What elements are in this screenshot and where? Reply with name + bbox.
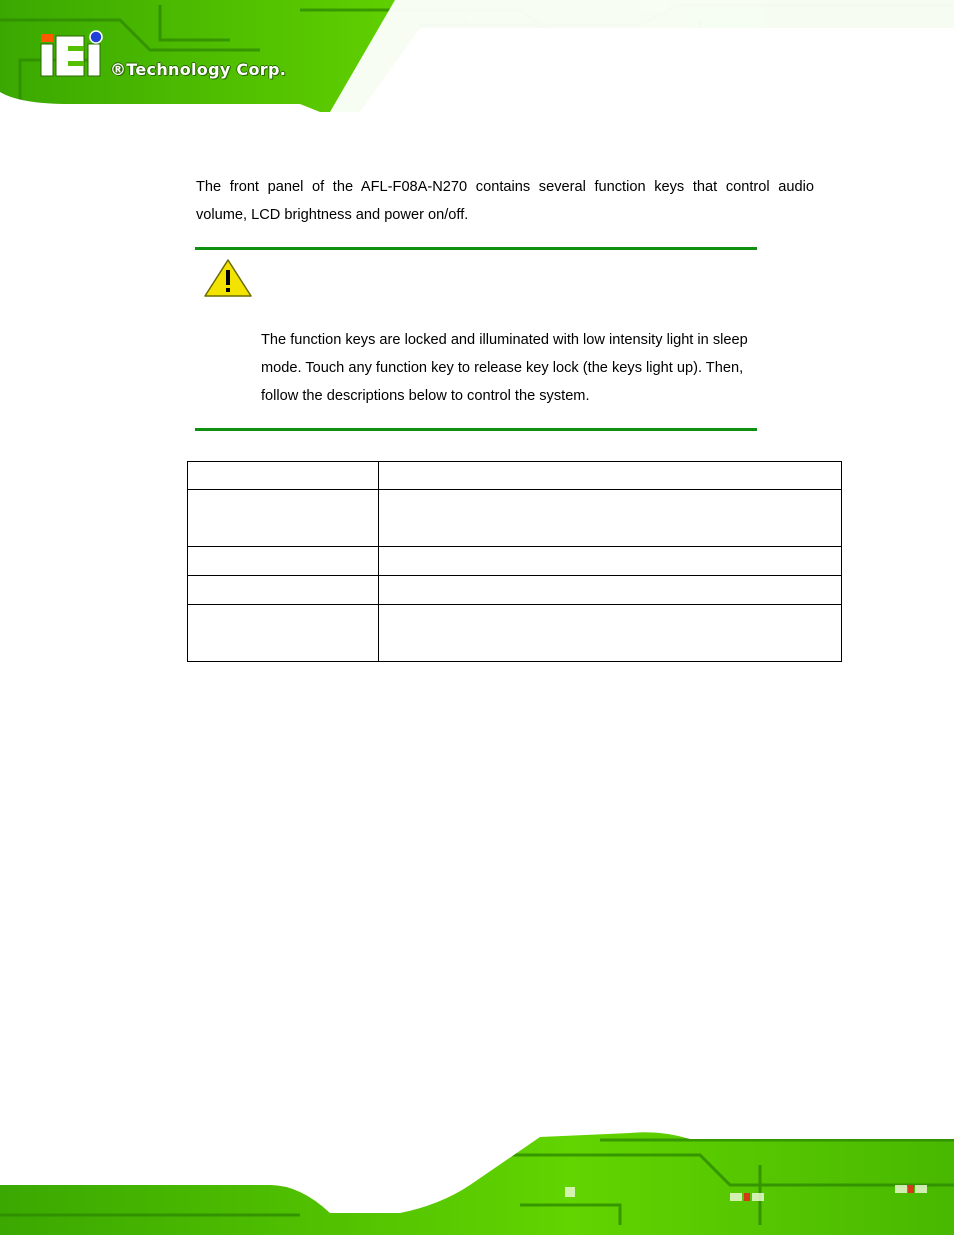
- footer-circuit-band: [0, 1125, 954, 1235]
- warning-bottom-rule: [195, 428, 757, 431]
- warning-text: The function keys are locked and illuminated with low intensity light in sleep mode. Touch any function key to release key lock (the keys light up). Then, follow the descriptions below to control the system.: [261, 332, 748, 404]
- brand-text: ®Technology Corp.: [110, 60, 287, 79]
- intro-paragraph: The front panel of the AFL-F08A-N270 contains several function keys that control audio volume, LCD brightness and power on/off.: [196, 179, 814, 223]
- table-cell-key: [188, 605, 379, 662]
- table-row: [188, 490, 842, 547]
- table-cell-key: [188, 576, 379, 605]
- function-key-table: [187, 461, 842, 662]
- table-cell-key: [188, 490, 379, 547]
- table-row: [188, 576, 842, 605]
- warning-top-rule: [195, 247, 757, 250]
- table-cell-description: [379, 547, 842, 576]
- table-row: [188, 605, 842, 662]
- table-cell-description: [379, 576, 842, 605]
- table-cell-description: [379, 462, 842, 490]
- warning-triangle-icon: [203, 258, 253, 298]
- table-row: [188, 462, 842, 490]
- table-cell-key: [188, 547, 379, 576]
- table-cell-description: [379, 490, 842, 547]
- table-cell-description: [379, 605, 842, 662]
- table-row: [188, 547, 842, 576]
- table-cell-key: [188, 462, 379, 490]
